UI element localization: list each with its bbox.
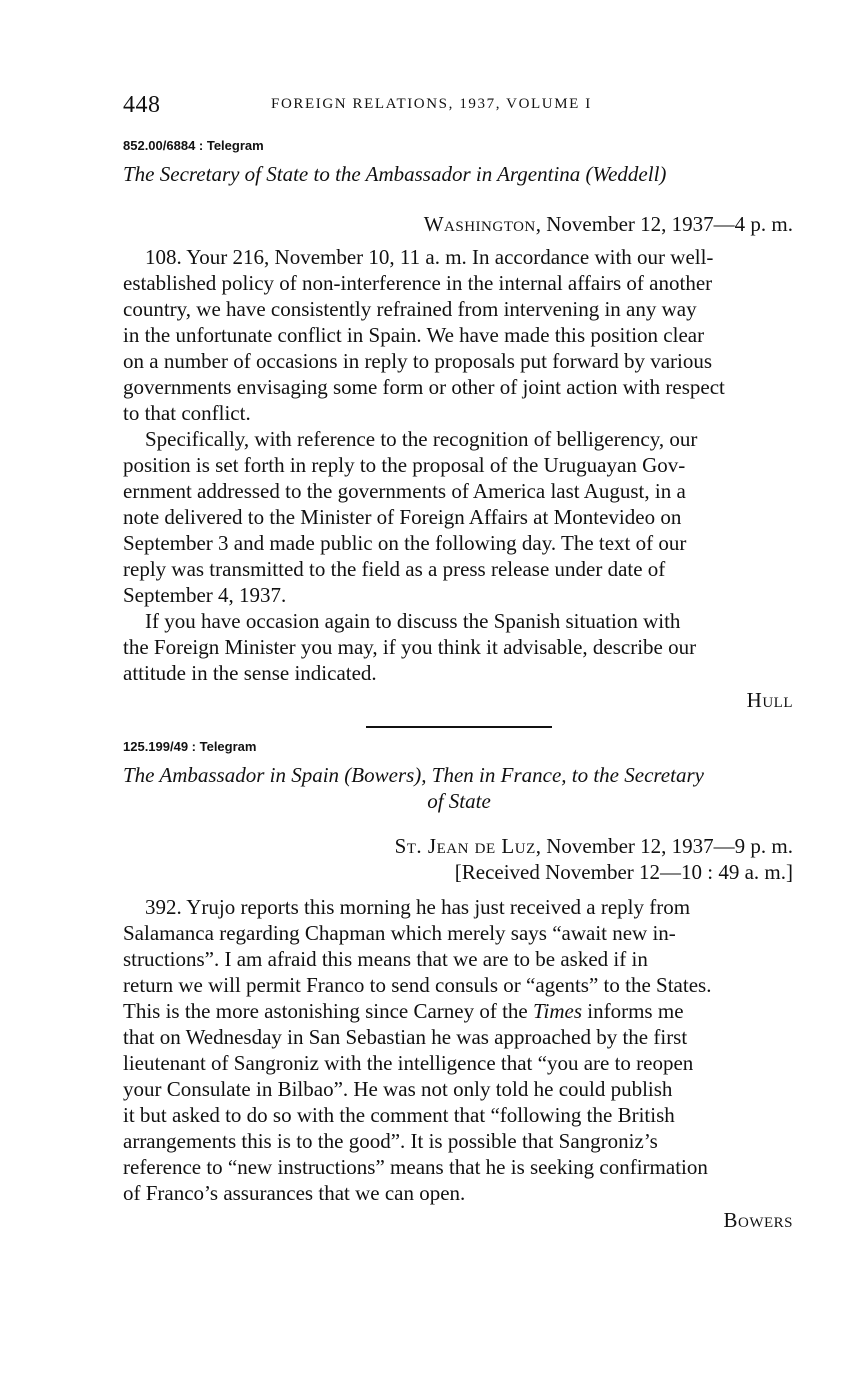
text-line: 108. Your 216, November 10, 11 a. m. In accordance with our well- — [145, 245, 714, 269]
doc2-title-line-1: The Ambassador in Spain (Bowers), Then in France, to the Secretary — [123, 763, 704, 787]
doc2-dateline — [395, 834, 793, 859]
text-line: Salamanca regarding Chapman which merely says “await new in- — [123, 921, 676, 945]
text-line: on a number of occasions in reply to proposals put forward by various — [123, 349, 713, 373]
text-line: attitude in the sense indicated. — [123, 661, 377, 685]
doc1-paragraph-1 — [123, 244, 795, 426]
text-line — [123, 998, 795, 1024]
text-line: note delivered to the Minister of Foreign Affairs at Montevideo on — [123, 505, 682, 529]
text-line: Specifically, with reference to the recognition of belligerency, our — [145, 427, 698, 451]
text-line: established policy of non-interference in the internal affairs of another — [123, 271, 713, 295]
doc2-received-note: [Received November 12—10 : 49 a. m.] — [454, 860, 793, 884]
page-header — [123, 92, 795, 122]
text-line: that on Wednesday in San Sebastian he was approached by the first — [123, 1025, 688, 1049]
text-line: of Franco’s assurances that we can open. — [123, 1181, 466, 1205]
text-line: lieutenant of Sangroniz with the intelligence that “you are to reopen — [123, 1051, 694, 1075]
doc2-file-reference: 125.199/49 : Telegram — [123, 739, 257, 754]
doc1-dateline — [424, 212, 793, 237]
text-line: to that conflict. — [123, 401, 251, 425]
text-line: it but asked to do so with the comment that “following the British — [123, 1103, 675, 1127]
text-line: governments envisaging some form or other of joint action with respect — [123, 375, 725, 399]
text-line: reference to “new instructions” means that he is seeking confirmation — [123, 1155, 708, 1179]
doc1-title: The Secretary of State to the Ambassador in Argentina (Weddell) — [123, 162, 667, 186]
running-head: FOREIGN RELATIONS, 1937, VOLUME I — [271, 96, 592, 112]
text-line: If you have occasion again to discuss the Spanish situation with — [145, 609, 681, 633]
doc2-paragraph — [123, 894, 795, 1206]
text-line: reply was transmitted to the field as a press release under date of — [123, 557, 666, 581]
text-line: structions”. I am afraid this means that we are to be asked if in — [123, 947, 648, 971]
doc1-file-reference: 852.00/6884 : Telegram — [123, 138, 264, 153]
text-line: your Consulate in Bilbao”. He was not only told he could publish — [123, 1077, 673, 1101]
text-line: in the unfortunate conflict in Spain. We have made this position clear — [123, 323, 705, 347]
newspaper-name: Times — [533, 999, 583, 1023]
doc2-dateline-date: , November 12, 1937—9 p. m. — [535, 834, 793, 858]
text-line: position is set forth in reply to the proposal of the Uruguayan Gov- — [123, 453, 686, 477]
doc1-paragraph-2 — [123, 426, 795, 608]
doc1-signature: Hull — [746, 688, 793, 712]
text-line: ernment addressed to the governments of America last August, in a — [123, 479, 686, 503]
page-number: 448 — [123, 92, 161, 118]
text-line: arrangements this is to the good”. It is possible that Sangroniz’s — [123, 1129, 658, 1153]
section-divider — [366, 726, 552, 728]
text-line: September 3 and made public on the following day. The text of our — [123, 531, 687, 555]
doc1-dateline-date: , November 12, 1937—4 p. m. — [535, 212, 793, 236]
text-line: 392. Yrujo reports this morning he has just received a reply from — [145, 895, 691, 919]
doc2-signature: Bowers — [723, 1208, 793, 1232]
text-line: the Foreign Minister you may, if you think it advisable, describe our — [123, 635, 697, 659]
text-segment: informs me — [582, 999, 684, 1023]
text-line: country, we have consistently refrained from intervening in any way — [123, 297, 697, 321]
doc2-dateline-place: St. Jean de Luz — [394, 834, 536, 858]
doc1-dateline-place: Washington — [423, 212, 536, 236]
doc2-title-line-2: of State — [427, 789, 491, 813]
text-line: return we will permit Franco to send consuls or “agents” to the States. — [123, 973, 712, 997]
text-segment: This is the more astonishing since Carney of the — [123, 999, 534, 1023]
doc1-paragraph-3 — [123, 608, 795, 686]
text-line: September 4, 1937. — [123, 583, 287, 607]
